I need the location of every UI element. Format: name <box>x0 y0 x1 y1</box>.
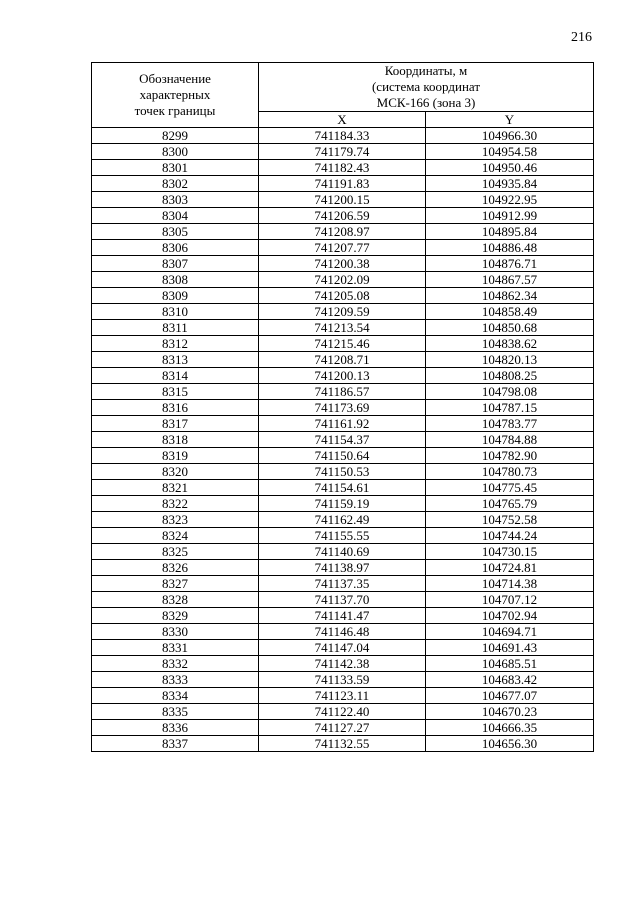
y-coordinate-cell: 104850.68 <box>426 320 594 336</box>
point-id-cell: 8327 <box>92 576 259 592</box>
table-row <box>92 240 594 256</box>
y-coordinate-cell: 104730.15 <box>426 544 594 560</box>
table-row <box>92 624 594 640</box>
y-coordinate-cell: 104912.99 <box>426 208 594 224</box>
y-coordinate-cell: 104935.84 <box>426 176 594 192</box>
x-coordinate-cell: 741200.38 <box>259 256 426 272</box>
table-row <box>92 416 594 432</box>
y-coordinate-cell: 104966.30 <box>426 128 594 144</box>
point-id-cell: 8328 <box>92 592 259 608</box>
y-coordinate-cell: 104784.88 <box>426 432 594 448</box>
point-id-cell: 8320 <box>92 464 259 480</box>
point-id-cell: 8310 <box>92 304 259 320</box>
point-id-cell: 8303 <box>92 192 259 208</box>
point-id-cell: 8326 <box>92 560 259 576</box>
x-coordinate-cell: 741155.55 <box>259 528 426 544</box>
table-row <box>92 448 594 464</box>
point-id-cell: 8330 <box>92 624 259 640</box>
y-coordinate-cell: 104876.71 <box>426 256 594 272</box>
x-coordinate-cell: 741173.69 <box>259 400 426 416</box>
point-id-cell: 8309 <box>92 288 259 304</box>
table-row <box>92 256 594 272</box>
coordinates-table <box>91 62 594 752</box>
y-coordinate-cell: 104724.81 <box>426 560 594 576</box>
table-row <box>92 160 594 176</box>
y-coordinate-cell: 104783.77 <box>426 416 594 432</box>
point-id-cell: 8336 <box>92 720 259 736</box>
x-coordinate-cell: 741215.46 <box>259 336 426 352</box>
x-coordinate-cell: 741132.55 <box>259 736 426 752</box>
table-row <box>92 528 594 544</box>
x-column-header: X <box>259 112 426 128</box>
x-coordinate-cell: 741200.13 <box>259 368 426 384</box>
y-coordinate-cell: 104895.84 <box>426 224 594 240</box>
x-coordinate-cell: 741138.97 <box>259 560 426 576</box>
y-coordinate-cell: 104782.90 <box>426 448 594 464</box>
x-coordinate-cell: 741146.48 <box>259 624 426 640</box>
x-coordinate-cell: 741209.59 <box>259 304 426 320</box>
table-row <box>92 288 594 304</box>
table-row <box>92 640 594 656</box>
table-row <box>92 608 594 624</box>
table-row <box>92 128 594 144</box>
point-id-cell: 8323 <box>92 512 259 528</box>
x-coordinate-cell: 741122.40 <box>259 704 426 720</box>
point-id-cell: 8325 <box>92 544 259 560</box>
y-coordinate-cell: 104744.24 <box>426 528 594 544</box>
table-row <box>92 320 594 336</box>
x-coordinate-cell: 741206.59 <box>259 208 426 224</box>
page-number: 216 <box>571 30 592 45</box>
y-coordinate-cell: 104670.23 <box>426 704 594 720</box>
table-row <box>92 672 594 688</box>
point-id-cell: 8300 <box>92 144 259 160</box>
x-coordinate-cell: 741133.59 <box>259 672 426 688</box>
x-coordinate-cell: 741208.71 <box>259 352 426 368</box>
y-coordinate-cell: 104954.58 <box>426 144 594 160</box>
y-coordinate-cell: 104685.51 <box>426 656 594 672</box>
table-row <box>92 400 594 416</box>
y-coordinate-cell: 104714.38 <box>426 576 594 592</box>
table-row <box>92 512 594 528</box>
point-id-cell: 8335 <box>92 704 259 720</box>
table-row <box>92 496 594 512</box>
y-coordinate-cell: 104838.62 <box>426 336 594 352</box>
x-coordinate-cell: 741200.15 <box>259 192 426 208</box>
table-row <box>92 224 594 240</box>
table-row <box>92 560 594 576</box>
point-id-cell: 8302 <box>92 176 259 192</box>
y-coordinate-cell: 104694.71 <box>426 624 594 640</box>
x-coordinate-cell: 741161.92 <box>259 416 426 432</box>
table-row <box>92 208 594 224</box>
table-row <box>92 304 594 320</box>
table-row <box>92 432 594 448</box>
table-row <box>92 192 594 208</box>
point-id-cell: 8306 <box>92 240 259 256</box>
table-row <box>92 576 594 592</box>
x-coordinate-cell: 741137.70 <box>259 592 426 608</box>
table-row <box>92 656 594 672</box>
x-coordinate-cell: 741186.57 <box>259 384 426 400</box>
point-id-cell: 8308 <box>92 272 259 288</box>
y-coordinate-cell: 104862.34 <box>426 288 594 304</box>
x-coordinate-cell: 741184.33 <box>259 128 426 144</box>
table-row <box>92 720 594 736</box>
point-id-cell: 8304 <box>92 208 259 224</box>
y-coordinate-cell: 104867.57 <box>426 272 594 288</box>
point-id-cell: 8334 <box>92 688 259 704</box>
table-row <box>92 704 594 720</box>
x-coordinate-cell: 741142.38 <box>259 656 426 672</box>
x-coordinate-cell: 741191.83 <box>259 176 426 192</box>
y-column-header: Y <box>426 112 594 128</box>
point-id-cell: 8331 <box>92 640 259 656</box>
x-coordinate-cell: 741162.49 <box>259 512 426 528</box>
table-row <box>92 736 594 752</box>
y-coordinate-cell: 104780.73 <box>426 464 594 480</box>
y-coordinate-cell: 104707.12 <box>426 592 594 608</box>
x-coordinate-cell: 741154.61 <box>259 480 426 496</box>
table-row <box>92 144 594 160</box>
x-coordinate-cell: 741213.54 <box>259 320 426 336</box>
point-id-cell: 8301 <box>92 160 259 176</box>
point-id-cell: 8333 <box>92 672 259 688</box>
y-coordinate-cell: 104820.13 <box>426 352 594 368</box>
point-id-cell: 8311 <box>92 320 259 336</box>
y-coordinate-cell: 104765.79 <box>426 496 594 512</box>
y-coordinate-cell: 104752.58 <box>426 512 594 528</box>
y-coordinate-cell: 104691.43 <box>426 640 594 656</box>
x-coordinate-cell: 741150.53 <box>259 464 426 480</box>
coordinates-header: Координаты, м (система координат МСК-166 (зона 3) <box>259 63 594 112</box>
table-row <box>92 336 594 352</box>
table-row <box>92 688 594 704</box>
point-id-cell: 8312 <box>92 336 259 352</box>
x-coordinate-cell: 741207.77 <box>259 240 426 256</box>
x-coordinate-cell: 741137.35 <box>259 576 426 592</box>
y-coordinate-cell: 104886.48 <box>426 240 594 256</box>
point-id-cell: 8305 <box>92 224 259 240</box>
x-coordinate-cell: 741179.74 <box>259 144 426 160</box>
table-row <box>92 176 594 192</box>
x-coordinate-cell: 741127.27 <box>259 720 426 736</box>
point-id-cell: 8313 <box>92 352 259 368</box>
table-row <box>92 368 594 384</box>
table-row <box>92 272 594 288</box>
y-coordinate-cell: 104787.15 <box>426 400 594 416</box>
y-coordinate-cell: 104702.94 <box>426 608 594 624</box>
y-coordinate-cell: 104683.42 <box>426 672 594 688</box>
point-id-cell: 8315 <box>92 384 259 400</box>
point-id-cell: 8307 <box>92 256 259 272</box>
point-id-cell: 8317 <box>92 416 259 432</box>
point-id-cell: 8321 <box>92 480 259 496</box>
x-coordinate-cell: 741159.19 <box>259 496 426 512</box>
y-coordinate-cell: 104798.08 <box>426 384 594 400</box>
table-body <box>92 128 594 752</box>
y-coordinate-cell: 104922.95 <box>426 192 594 208</box>
x-coordinate-cell: 741202.09 <box>259 272 426 288</box>
y-coordinate-cell: 104950.46 <box>426 160 594 176</box>
point-id-cell: 8337 <box>92 736 259 752</box>
x-coordinate-cell: 741141.47 <box>259 608 426 624</box>
x-coordinate-cell: 741205.08 <box>259 288 426 304</box>
table-row <box>92 480 594 496</box>
point-id-cell: 8314 <box>92 368 259 384</box>
x-coordinate-cell: 741123.11 <box>259 688 426 704</box>
x-coordinate-cell: 741150.64 <box>259 448 426 464</box>
y-coordinate-cell: 104808.25 <box>426 368 594 384</box>
table-row <box>92 464 594 480</box>
point-id-cell: 8332 <box>92 656 259 672</box>
table-row <box>92 592 594 608</box>
point-id-cell: 8318 <box>92 432 259 448</box>
y-coordinate-cell: 104666.35 <box>426 720 594 736</box>
table-row <box>92 352 594 368</box>
point-id-cell: 8322 <box>92 496 259 512</box>
point-id-cell: 8329 <box>92 608 259 624</box>
point-id-cell: 8324 <box>92 528 259 544</box>
x-coordinate-cell: 741154.37 <box>259 432 426 448</box>
x-coordinate-cell: 741147.04 <box>259 640 426 656</box>
table-row <box>92 384 594 400</box>
y-coordinate-cell: 104677.07 <box>426 688 594 704</box>
table-row <box>92 544 594 560</box>
point-id-cell: 8299 <box>92 128 259 144</box>
x-coordinate-cell: 741140.69 <box>259 544 426 560</box>
x-coordinate-cell: 741208.97 <box>259 224 426 240</box>
x-coordinate-cell: 741182.43 <box>259 160 426 176</box>
y-coordinate-cell: 104858.49 <box>426 304 594 320</box>
y-coordinate-cell: 104656.30 <box>426 736 594 752</box>
point-id-cell: 8319 <box>92 448 259 464</box>
point-designation-header: Обозначение характерных точек границы <box>92 63 259 128</box>
y-coordinate-cell: 104775.45 <box>426 480 594 496</box>
point-id-cell: 8316 <box>92 400 259 416</box>
